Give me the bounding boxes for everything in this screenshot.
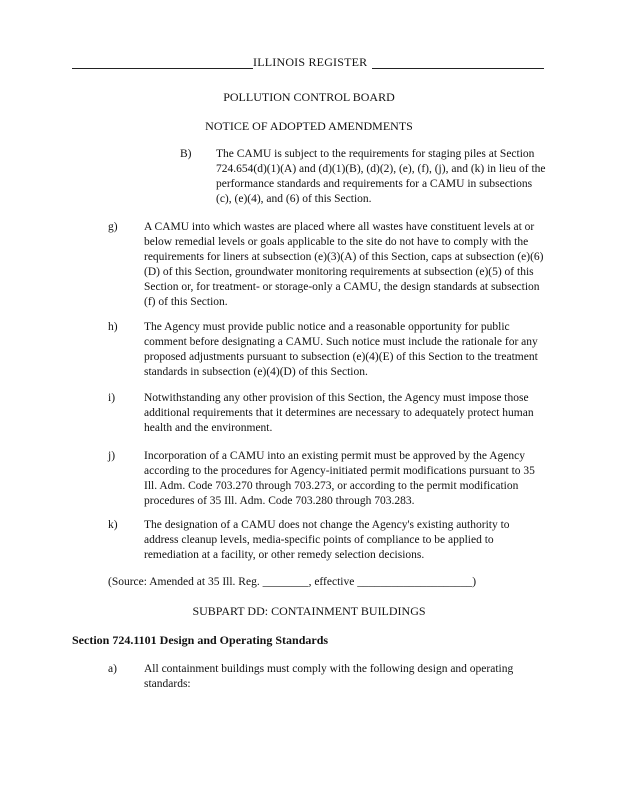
header-rule-left <box>72 68 253 69</box>
item-label: j) <box>108 450 116 462</box>
item-text: The Agency must provide public notice and a reasonable opportunity for public comment before designating a CAMU. Such notice must include the rationale for any proposed adjustments pursuant to subsection (e)(4)(E) of this Section to the treatment standards in subsection (e)(4)(D) of this Section. <box>144 321 538 378</box>
item-label: h) <box>108 321 118 333</box>
item-text: A CAMU into which wastes are placed where all wastes have constituent levels at or below remedial levels or goals applicable to the site do not have to comply with the requirements for liners at subsection (e)(3)(A) of this Section, caps at subsection (e)(6)(D) of this Section, groundwater monitoring requirements at subsection (e)(5) of this Section or, for treatment- or storage-only a CAMU, the design standards at subsection (f) of this Section. <box>144 221 544 308</box>
notice-title: NOTICE OF ADOPTED AMENDMENTS <box>205 119 413 133</box>
list-item <box>144 220 546 310</box>
item-label: a) <box>108 663 117 675</box>
item-text: Incorporation of a CAMU into an existing permit must be approved by the Agency according to the procedures for Agency-initiated permit modifications pursuant to 35 Ill. Adm. Code 703.270 through 703.273, or according to the permit modification procedures of 35 Ill. Adm. Code 703.280 through 703.283. <box>144 450 535 507</box>
list-item <box>216 147 546 207</box>
agency-name: POLLUTION CONTROL BOARD <box>223 90 395 104</box>
item-label: g) <box>108 221 118 233</box>
item-label: B) <box>180 148 192 160</box>
item-label: k) <box>108 519 118 531</box>
item-text: The designation of a CAMU does not change the Agency's existing authority to address cleanup levels, media-specific points of compliance to be applied to remediation at a facility, or other remedy selection decisions. <box>144 519 510 561</box>
list-item <box>144 662 546 692</box>
item-text: All containment buildings must comply with the following design and operating standards: <box>144 663 514 690</box>
list-item <box>144 391 546 436</box>
subpart-heading: SUBPART DD: CONTAINMENT BUILDINGS <box>192 604 426 618</box>
item-label: i) <box>108 392 116 404</box>
item-text: The CAMU is subject to the requirements for staging piles at Section 724.654(d)(1)(A) and (d)(1)(B), (d)(2), (e), (f), (j), and (k) in lieu of the performance standards and requirements for a CAMU in subsections (c), (e)(4), and (6) of this Section. <box>216 148 546 205</box>
item-text: Notwithstanding any other provision of this Section, the Agency must impose those additional requirements that it determines are necessary to adequately protect human health and the environment. <box>144 392 534 434</box>
list-item <box>144 320 546 380</box>
list-item <box>144 518 546 563</box>
list-item <box>144 449 546 509</box>
header-rule-right <box>372 68 544 69</box>
source-note: (Source: Amended at 35 Ill. Reg. ________, effective ____________________) <box>108 576 477 588</box>
section-heading: Section 724.1101 Design and Operating Standards <box>72 633 329 647</box>
register-title: ILLINOIS REGISTER <box>253 55 368 69</box>
